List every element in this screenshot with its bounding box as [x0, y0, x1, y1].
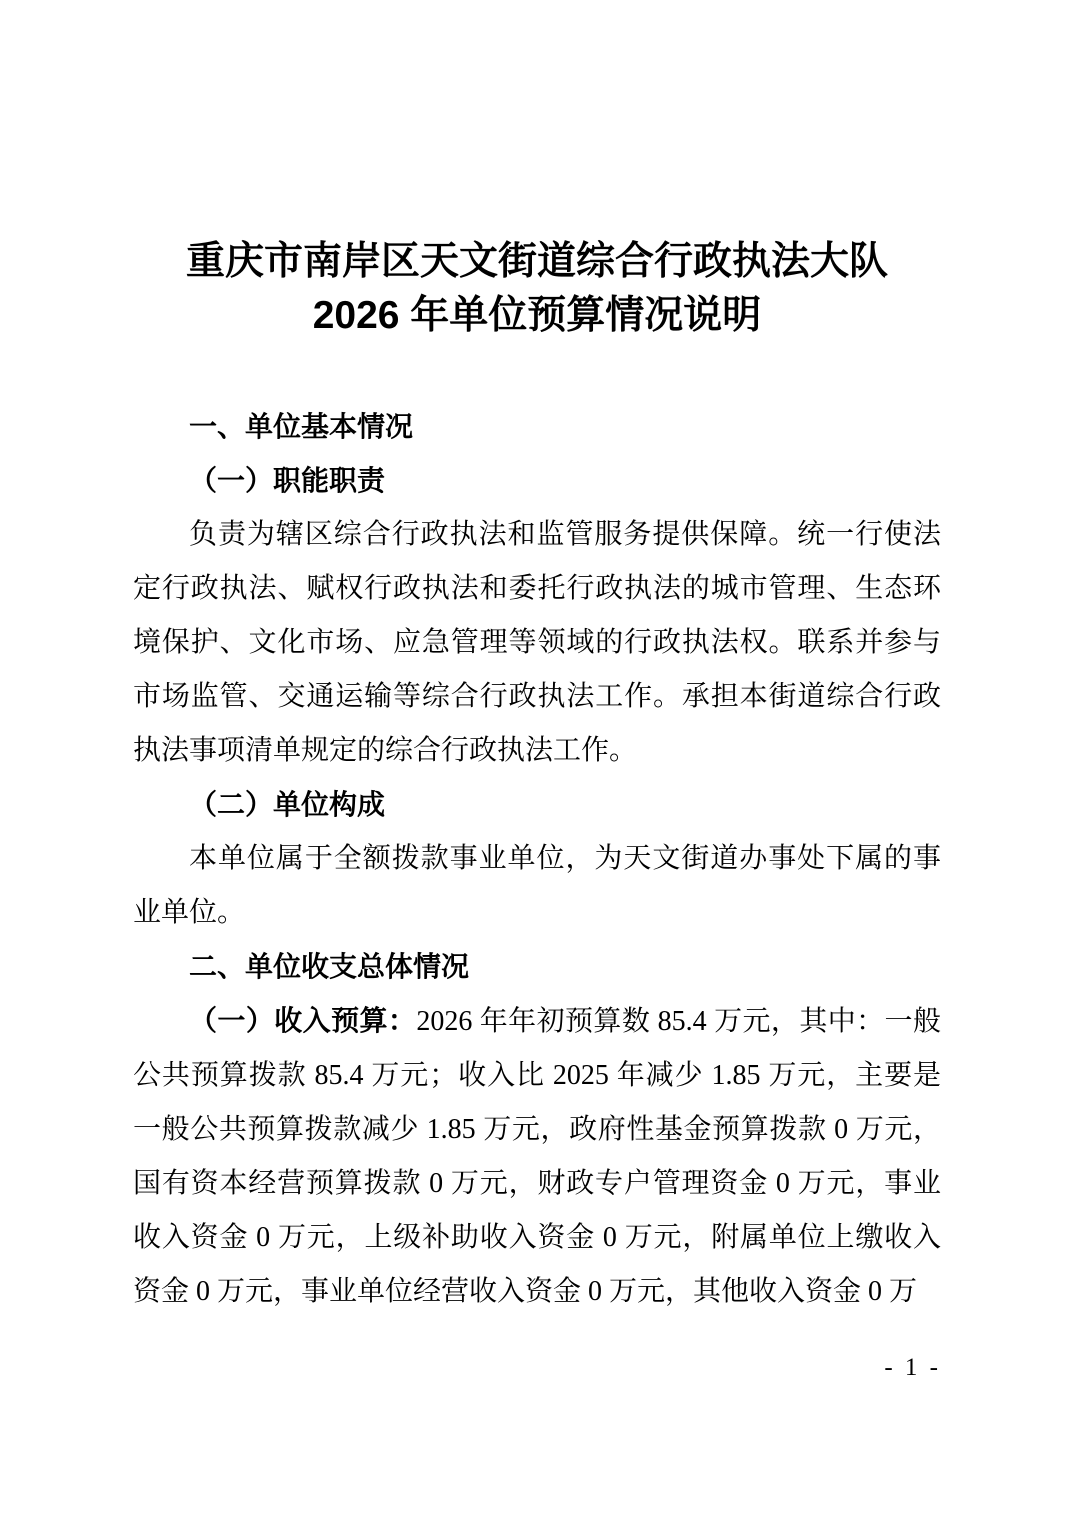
paragraph-income-budget-lead: （一）收入预算： — [189, 1005, 417, 1036]
subsection-heading-unit-composition: （二）单位构成 — [189, 789, 386, 820]
document-title-line2: 2026 年单位预算情况说明 — [312, 294, 762, 337]
subsection-heading-duties: （一）职能职责 — [189, 465, 386, 496]
document-title — [133, 235, 941, 343]
paragraph-income-budget — [133, 994, 941, 1319]
section-heading-revenue-expenditure: 二、单位收支总体情况 — [189, 951, 470, 982]
paragraph-unit-composition: 本单位属于全额拨款事业单位，为天文街道办事处下属的事业单位。 — [133, 843, 941, 928]
document-content — [133, 235, 941, 1319]
page-number: - 1 - — [884, 1354, 941, 1381]
paragraph-income-budget-text: 2026 年年初预算数 85.4 万元，其中：一般公共预算拨款 85.4 万元；收入比 2025 年减少 1.85 万元，主要是一般公共预算拨款减少 1.85 万元，政府性基金预算拨款 0 万元，国有资本经营预算拨款 0 万元，财政专户管理资金 0 万元，事业收入资金 0 万元，上级补助收入资金 0 万元，附属单位上缴收入资金 0 万元，事业单位经营收入资金 0 万元，其他收入资金 0 万 — [133, 1006, 941, 1307]
paragraph-duties: 负责为辖区综合行政执法和监管服务提供保障。统一行使法定行政执法、赋权行政执法和委托行政执法的城市管理、生态环境保护、文化市场、应急管理等领域的行政执法权。联系并参与市场监管、交通运输等综合行政执法工作。承担本街道综合行政执法事项清单规定的综合行政执法工作。 — [133, 519, 941, 766]
section-heading-basic-info: 一、单位基本情况 — [189, 411, 414, 442]
document-title-line1: 重庆市南岸区天文街道综合行政执法大队 — [185, 240, 888, 283]
